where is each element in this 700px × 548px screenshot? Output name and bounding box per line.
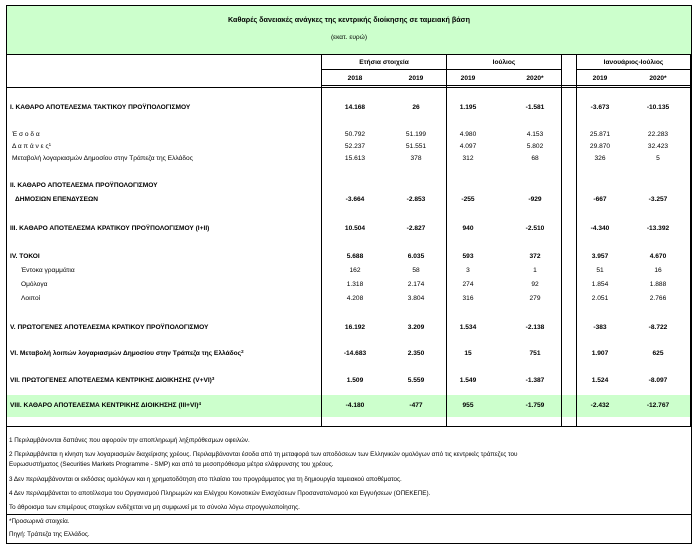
cell-2019: -477: [409, 402, 423, 409]
row-label: Λοιποί: [21, 295, 41, 302]
row-label: Έντοκα γραμμάτια: [21, 267, 75, 274]
cell-2019: 378: [410, 155, 422, 162]
provisional-note: *Προσωρινά στοιχεία.: [9, 518, 70, 525]
table-row: [7, 267, 691, 277]
cell-janjul-2020: 1.888: [649, 281, 667, 288]
cell-janjul-2020: 32.423: [647, 143, 669, 150]
cell-jul-2020: 5.802: [526, 143, 544, 150]
row-label: Έ σ ο δ α: [12, 131, 40, 138]
footnote-ref: 1: [48, 142, 52, 147]
rounding-note: Το άθροισμα των επιμέρους στοιχείων ενδέχεται να μη συμφωνεί με το σύνολο λόγω στρογγυλοποίησης.: [9, 504, 300, 511]
table-row: [7, 104, 691, 114]
table-row: [7, 295, 691, 305]
year-header: 2019: [460, 75, 476, 82]
row-label: V. ΠΡΩΤΟΓΕΝΕΣ ΑΠΟΤΕΛΕΣΜΑ ΚΡΑΤΙΚΟΥ ΠΡΟΫΠΟΛΟΓΙΣΜΟΥ: [10, 324, 209, 331]
header-bottom-rule: [7, 87, 691, 88]
cell-jul-2019: -255: [461, 196, 475, 203]
cell-jul-2019: 3: [466, 267, 470, 274]
cell-2018: 5.688: [346, 253, 364, 260]
cell-janjul-2019: 326: [594, 155, 606, 162]
footnote: 1 Περιλαμβάνονται δαπάνες που αφορούν την αποπληρωμή ληξιπρόθεσμων οφειλών.: [9, 437, 250, 444]
cell-jul-2019: 940: [462, 225, 474, 232]
footnote-ref: 4: [198, 401, 201, 406]
cell-janjul-2019: -667: [593, 196, 607, 203]
cell-jul-2020: 68: [531, 155, 539, 162]
cell-jul-2020: -929: [528, 196, 542, 203]
cell-2019: 3.209: [407, 324, 425, 331]
cell-2018: 10.504: [344, 225, 366, 232]
cell-janjul-2019: 2.051: [591, 295, 609, 302]
cell-janjul-2019: 25.871: [589, 131, 611, 138]
row-label-wrap: [10, 402, 201, 409]
cell-jul-2020: -2.510: [525, 225, 545, 232]
cell-2019: -2.853: [406, 196, 426, 203]
cell-2018: 1.509: [346, 377, 364, 384]
cell-2019: 26: [412, 104, 420, 111]
row-label: I. ΚΑΘΑΡΟ ΑΠΟΤΕΛΕΣΜΑ ΤΑΚΤΙΚΟΥ ΠΡΟΫΠΟΛΟΓΙΣΜΟΥ: [10, 104, 191, 111]
cell-jul-2019: 593: [462, 253, 474, 260]
table-row: [7, 182, 691, 192]
row-label: III. ΚΑΘΑΡΟ ΑΠΟΤΕΛΕΣΜΑ ΚΡΑΤΙΚΟΥ ΠΡΟΫΠΟΛΟΓΙΣΜΟΥ (I+II): [10, 225, 210, 232]
cell-janjul-2019: -3.673: [590, 104, 610, 111]
cell-janjul-2020: 22.283: [647, 131, 669, 138]
cell-janjul-2020: 4.670: [649, 253, 667, 260]
cell-2019: -2.827: [406, 225, 426, 232]
cell-jul-2020: 92: [531, 281, 539, 288]
cell-2018: 15.613: [344, 155, 366, 162]
table-row: [7, 155, 691, 165]
fiscal-table: [6, 5, 692, 427]
row-label: ΔΗΜΟΣΙΩΝ ΕΠΕΝΔΥΣΕΩΝ: [15, 196, 99, 203]
group-header-july: Ιούλιος: [492, 59, 516, 66]
cell-2018: -4.180: [345, 402, 365, 409]
row-label: VI. Μεταβολή λοιπών λογαριασμών Δημοσίου στην Τράπεζα της Ελλάδος: [10, 350, 242, 357]
cell-jul-2019: 312: [462, 155, 474, 162]
table-row: [7, 350, 691, 360]
cell-janjul-2019: -383: [593, 324, 607, 331]
header-bottom-rule: [322, 85, 690, 86]
footnote-ref: 3: [211, 376, 215, 381]
table-header: [7, 6, 691, 55]
row-label: VII. ΠΡΩΤΟΓΕΝΕΣ ΑΠΟΤΕΛΕΣΜΑ ΚΕΝΤΡΙΚΗΣ ΔΙΟΙΚΗΣΗΣ (V+VI): [10, 377, 212, 384]
cell-janjul-2020: -12.767: [646, 402, 670, 409]
cell-jul-2019: 955: [462, 402, 474, 409]
footnote: 4 Δεν περιλαμβάνεται το αποτέλεσμα του Οργανισμού Πληρωμών και Ελέγχου Κοινοτικών Ενισχύσεων Προσανατολισμού και Εγγυήσεων (ΟΠΕΚΕΠΕ).: [9, 490, 431, 497]
year-header: 2019: [408, 75, 424, 82]
cell-2019: 3.804: [407, 295, 425, 302]
cell-janjul-2020: 2.766: [649, 295, 667, 302]
cell-janjul-2019: 1.907: [591, 350, 609, 357]
table-row: [7, 402, 691, 412]
row-label: VIII. ΚΑΘΑΡΟ ΑΠΟΤΕΛΕΣΜΑ ΚΕΝΤΡΙΚΗΣ ΔΙΟΙΚΗΣΗΣ (III+VI): [10, 402, 199, 409]
table-row: [7, 131, 691, 141]
cell-2018: 52.237: [344, 143, 366, 150]
cell-janjul-2020: -10.135: [646, 104, 670, 111]
cell-jul-2019: 4.097: [459, 143, 477, 150]
cell-janjul-2020: 625: [652, 350, 664, 357]
table-row: [7, 281, 691, 291]
year-header: 2018: [347, 75, 363, 82]
table-subtitle: (εκατ. ευρώ): [330, 34, 368, 41]
year-header: 2020*: [526, 75, 544, 82]
footnote: 2 Περιλαμβάνεται η κίνηση των λογαριασμών διαχείρισης χρέους. Περιλαμβάνονται έσοδα από τη μεταφορά των αποδόσεων των Ελληνικών ομολόγων από τις κεντρικές τράπεζες του: [9, 451, 518, 458]
footnotes: [6, 427, 692, 544]
cell-janjul-2019: 51: [596, 267, 604, 274]
cell-jul-2019: 1.549: [459, 377, 477, 384]
cell-jul-2019: 274: [462, 281, 474, 288]
cell-janjul-2019: 29.870: [589, 143, 611, 150]
cell-jul-2019: 1.534: [459, 324, 477, 331]
group-header-jan-jul: Ιανουάριος-Ιούλιος: [603, 59, 664, 66]
table-row: [7, 143, 691, 153]
table-row: [7, 225, 691, 235]
row-label-wrap: [10, 350, 244, 357]
table-row: [7, 324, 691, 334]
cell-janjul-2020: -8.722: [648, 324, 668, 331]
row-label-wrap: [12, 143, 51, 150]
table-row: [7, 253, 691, 263]
cell-janjul-2020: -13.392: [646, 225, 670, 232]
year-header: 2020*: [649, 75, 667, 82]
footnote: 3 Δεν περιλαμβάνονται οι εκδόσεις ομολόγων και η χρηματοδότηση στο πλαίσιο του προγράμματος για τη δημιουργία ταμειακού αποθέματος.: [9, 476, 402, 483]
cell-2018: 50.792: [344, 131, 366, 138]
row-label: II. ΚΑΘΑΡΟ ΑΠΟΤΕΛΕΣΜΑ ΠΡΟΫΠΟΛΟΓΙΣΜΟΥ: [10, 182, 158, 189]
cell-janjul-2020: 16: [654, 267, 662, 274]
cell-janjul-2019: 3.957: [591, 253, 609, 260]
cell-jul-2020: 751: [529, 350, 541, 357]
cell-jul-2019: 15: [464, 350, 472, 357]
row-label: IV. ΤΟΚΟΙ: [10, 253, 40, 260]
cell-2019: 58: [412, 267, 420, 274]
cell-2018: 16.192: [344, 324, 366, 331]
cell-2018: 162: [349, 267, 361, 274]
footnote-divider: [7, 514, 691, 515]
group-underline: [447, 69, 561, 70]
cell-2019: 2.174: [407, 281, 425, 288]
cell-jul-2020: -1.387: [525, 377, 545, 384]
year-header: 2019: [592, 75, 608, 82]
cell-2018: 4.208: [346, 295, 364, 302]
footnote-ref: 2: [241, 349, 244, 354]
cell-jul-2019: 4.980: [459, 131, 477, 138]
cell-2018: 1.318: [346, 281, 364, 288]
row-label-wrap: [10, 377, 214, 384]
cell-2018: 14.168: [344, 104, 366, 111]
source-note: Πηγή: Τράπεζα της Ελλάδος.: [9, 531, 90, 538]
cell-jul-2020: 372: [529, 253, 541, 260]
cell-2019: 51.199: [405, 131, 427, 138]
cell-2018: -3.664: [345, 196, 365, 203]
table-row: [7, 377, 691, 387]
group-underline: [322, 69, 446, 70]
row-label: Ομόλογα: [21, 281, 48, 288]
cell-jul-2020: 4.153: [526, 131, 544, 138]
row-label: Δ α π ά ν ε ς: [12, 143, 49, 150]
cell-jul-2019: 1.195: [459, 104, 477, 111]
cell-janjul-2019: -4.340: [590, 225, 610, 232]
cell-janjul-2019: -2.432: [590, 402, 610, 409]
row-label: Μεταβολή λογαριασμών Δημοσίου στην Τράπεζα της Ελλάδος: [12, 155, 193, 162]
cell-jul-2020: -1.581: [525, 104, 545, 111]
cell-jul-2020: -2.138: [525, 324, 545, 331]
group-underline: [577, 69, 690, 70]
cell-jul-2019: 316: [462, 295, 474, 302]
cell-janjul-2019: 1.524: [591, 377, 609, 384]
cell-janjul-2019: 1.854: [591, 281, 609, 288]
cell-janjul-2020: 5: [656, 155, 660, 162]
footnote: Ευρωσυστήματος (Securities Markets Programme - SMP) και από τα μεσοπρόθεσμα μέτρα ελάφρυνσης του χρέους.: [9, 461, 334, 468]
cell-2019: 2.350: [407, 350, 425, 357]
cell-2019: 6.035: [407, 253, 425, 260]
cell-jul-2020: -1.759: [525, 402, 545, 409]
table-row: [7, 196, 691, 206]
table-title: Καθαρές δανειακές ανάγκες της κεντρικής διοίκησης σε ταμειακή βάση: [228, 15, 470, 24]
cell-2019: 5.559: [407, 377, 425, 384]
cell-janjul-2020: -3.257: [648, 196, 668, 203]
cell-2018: -14.683: [343, 350, 367, 357]
cell-jul-2020: 1: [533, 267, 537, 274]
cell-jul-2020: 279: [529, 295, 541, 302]
group-header-annual: Ετήσια στοιχεία: [359, 59, 409, 66]
cell-janjul-2020: -8.097: [648, 377, 668, 384]
cell-2019: 51.551: [405, 143, 427, 150]
